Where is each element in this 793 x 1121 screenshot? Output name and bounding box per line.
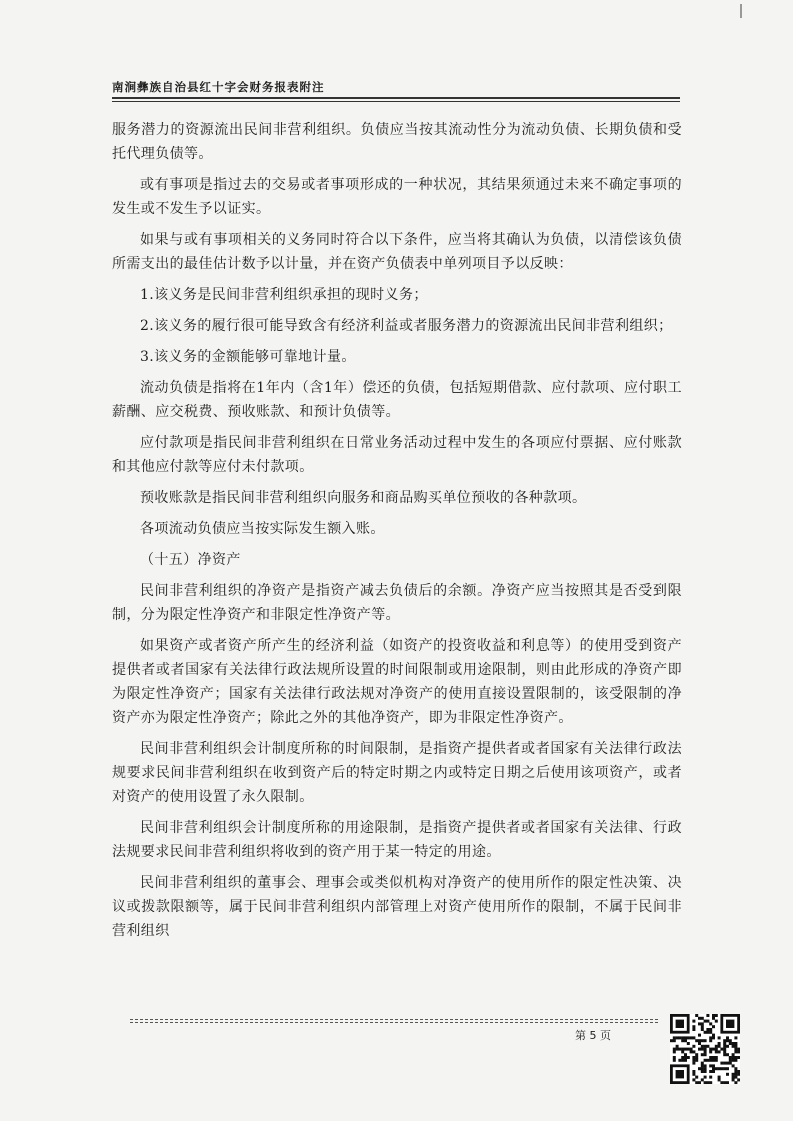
paragraph: 服务潜力的资源流出民间非营利组织。负债应当按其流动性分为流动负债、长期负债和受托代理负债等。 [112, 122, 682, 162]
qr-code-graphic [670, 1014, 740, 1084]
document-body [112, 118, 682, 950]
footer-divider [130, 1019, 658, 1020]
paragraph: 流动负债是指将在1年内（含1年）偿还的负债，包括短期借款、应付款项、应付职工薪酬、应交税费、预收账款、和预计负债等。 [112, 380, 682, 420]
header-divider [112, 97, 680, 99]
section-heading: （十五）净资产 [140, 552, 241, 568]
paragraph: 如果资产或者资产所产生的经济利益（如资产的投资收益和利息等）的使用受到资产提供者或者国家有关法律行政法规所设置的时间限制或用途限制，则由此形成的净资产即为限定性净资产；国家有关法律行政法规对净资产的使用直接设置限制的，该受限制的净资产亦为限定性净资产；除此之外的其他净资产，即为非限定性净资产。 [112, 638, 682, 726]
paragraph: 民间非营利组织的净资产是指资产减去负债后的余额。净资产应当按照其是否受到限制，分为限定性净资产和非限定性净资产等。 [112, 583, 682, 623]
paragraph: 民间非营利组织会计制度所称的用途限制，是指资产提供者或者国家有关法律、行政法规要求民间非营利组织将收到的资产用于某一特定的用途。 [112, 820, 682, 860]
footer-divider-second [130, 1022, 658, 1023]
page-header: 南涧彝族自治县红十字会财务报表附注 [112, 80, 325, 94]
paragraph: 民间非营利组织的董事会、理事会或类似机构对净资产的使用所作的限定性决策、决议或拨款限额等，属于民间非营利组织内部管理上对资产使用所作的限制，不属于民间非营利组织 [112, 875, 682, 939]
header-divider-thin [112, 101, 680, 102]
qr-code-icon [670, 1014, 740, 1084]
paragraph: 或有事项是指过去的交易或者事项形成的一种状况，其结果须通过未来不确定事项的发生或不发生予以证实。 [112, 177, 682, 217]
list-item: 1.该义务是民间非营利组织承担的现时义务； [140, 287, 428, 303]
paragraph: 应付款项是指民间非营利组织在日常业务活动过程中发生的各项应付票据、应付账款和其他应付款等应付未付款项。 [112, 435, 682, 475]
page-number: 第 5 页 [575, 1029, 611, 1042]
paragraph: 预收账款是指民间非营利组织向服务和商品购买单位预收的各种款项。 [140, 490, 587, 506]
paragraph: 各项流动负债应当按实际发生额入账。 [140, 521, 385, 537]
paragraph: 民间非营利组织会计制度所称的时间限制，是指资产提供者或者国家有关法律行政法规要求民间非营利组织在收到资产后的特定时期之内或特定日期之后使用该项资产，或者对资产的使用设置了永久限制。 [112, 741, 682, 805]
scan-mark [740, 4, 742, 18]
paragraph: 如果与或有事项相关的义务同时符合以下条件，应当将其确认为负债，以清偿该负债所需支出的最佳估计数予以计量，并在资产负债表中单列项目予以反映： [112, 232, 682, 272]
list-item: 3.该义务的金额能够可靠地计量。 [140, 349, 356, 365]
list-item: 2.该义务的履行很可能导致含有经济利益或者服务潜力的资源流出民间非营利组织； [140, 318, 673, 334]
